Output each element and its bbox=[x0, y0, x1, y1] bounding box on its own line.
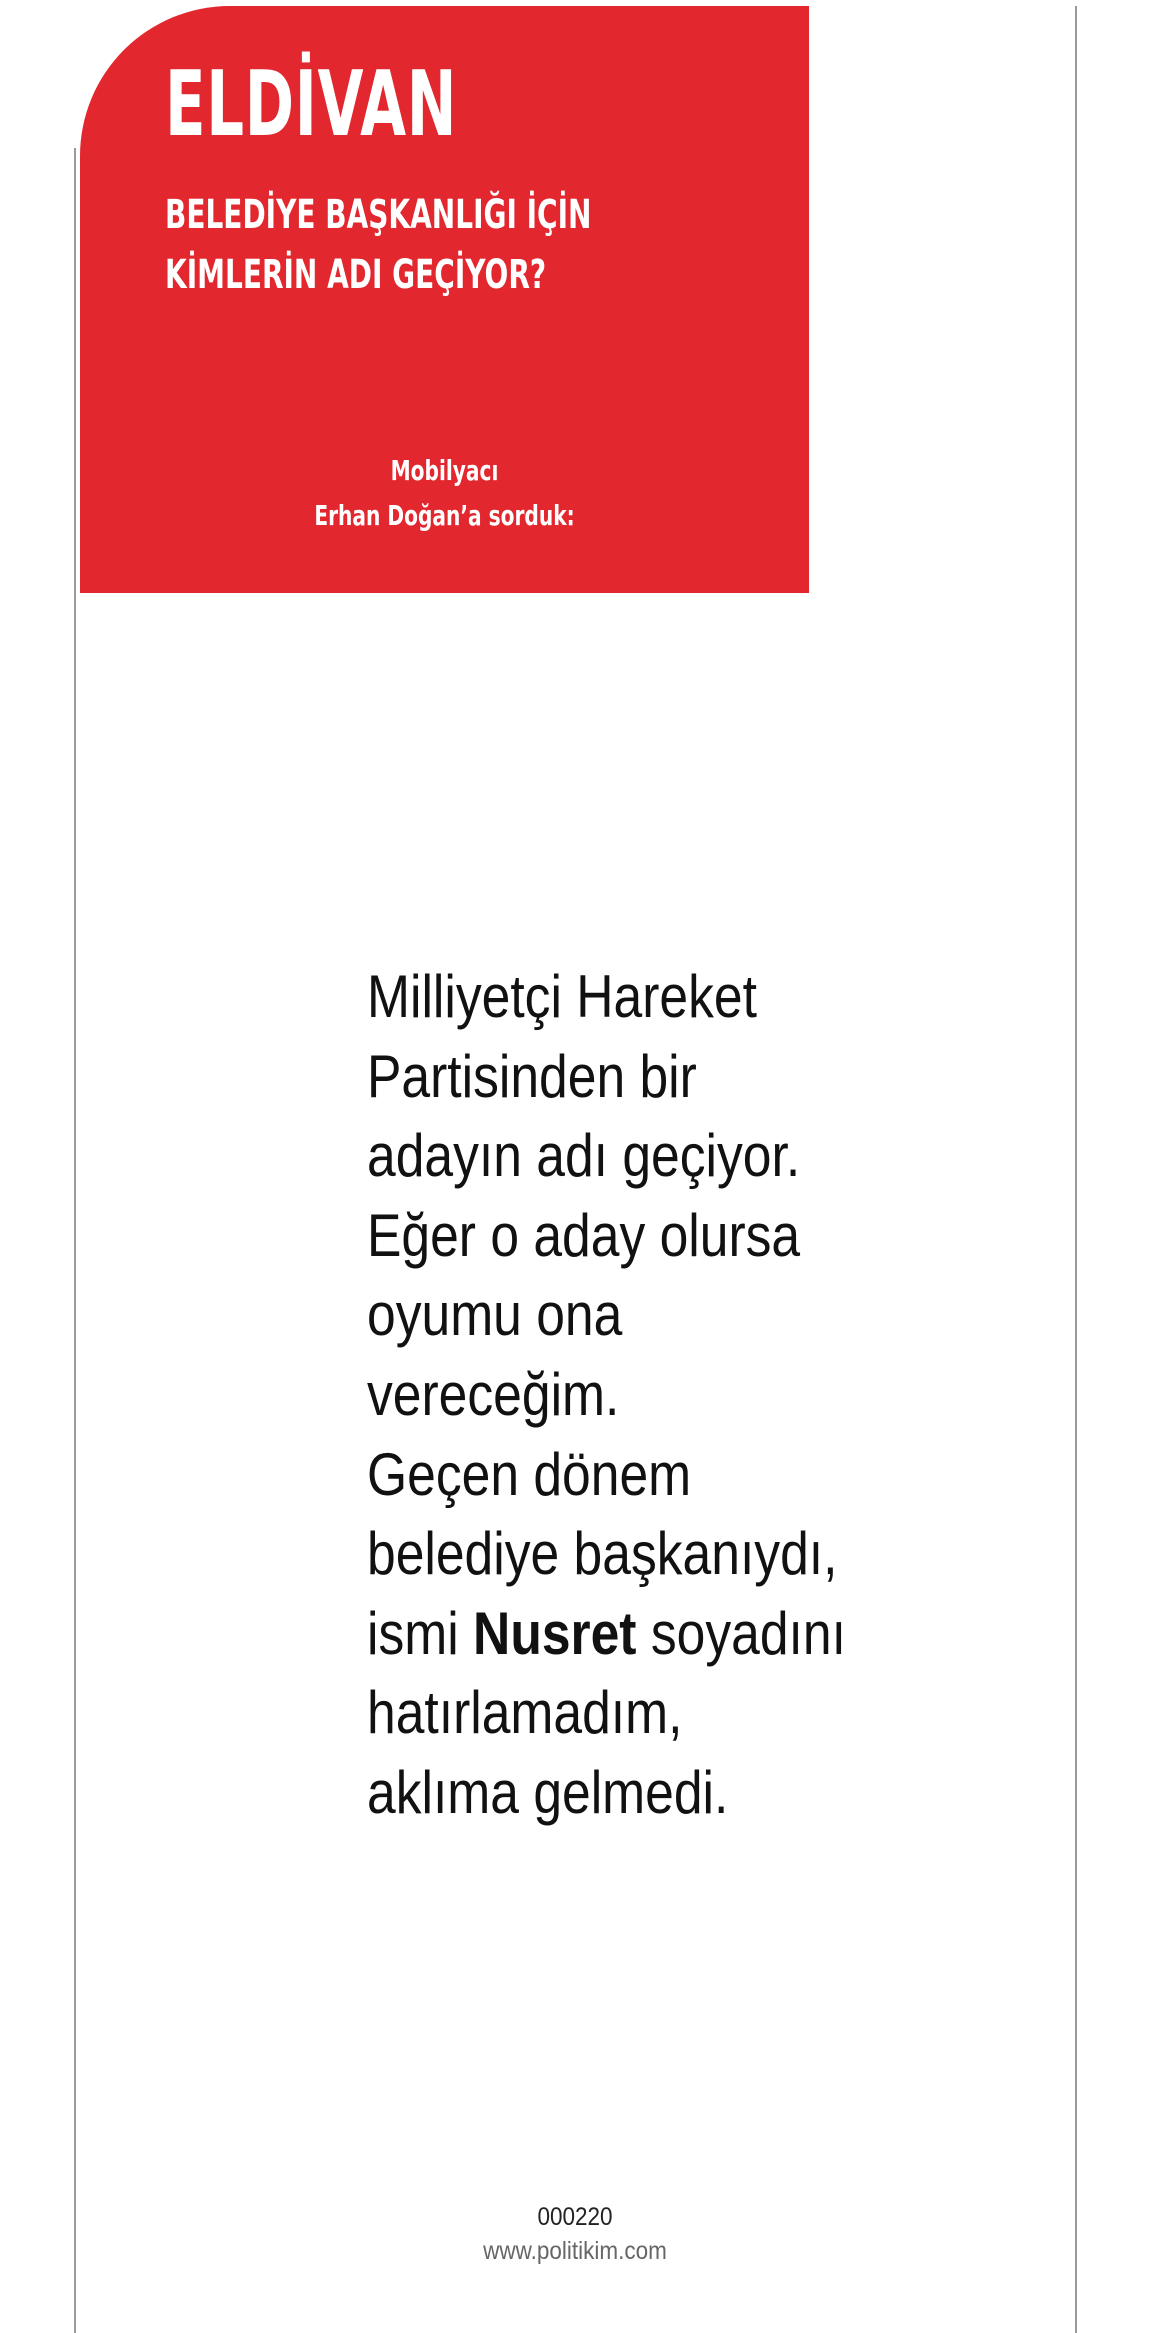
quote-line: Geçen dönem bbox=[367, 1440, 692, 1508]
interviewee-name: Erhan Doğan’a sorduk: bbox=[314, 499, 575, 532]
page-subtitle bbox=[165, 185, 591, 305]
left-margin-rule bbox=[74, 148, 76, 2333]
quote-line: Milliyetçi Hareket bbox=[367, 963, 757, 1030]
page-title: ELDİVAN bbox=[165, 52, 458, 157]
website-link: www.politikim.com bbox=[483, 2237, 667, 2265]
quote-text bbox=[367, 957, 924, 1833]
right-margin-rule bbox=[1075, 6, 1077, 2333]
quote-line: aklıma gelmedi. bbox=[367, 1758, 729, 1826]
subtitle-line: BELEDİYE BAŞKANLIĞI İÇİN bbox=[165, 192, 592, 238]
quote-line: vereceğim. bbox=[367, 1360, 620, 1428]
quote-name-bold: Nusret bbox=[473, 1599, 637, 1667]
quote-name-prefix: ismi bbox=[367, 1599, 474, 1667]
page-footer bbox=[80, 2200, 1070, 2268]
quote-line: belediye başkanıydı, bbox=[367, 1520, 838, 1588]
page-code: 000220 bbox=[537, 2203, 613, 2231]
subtitle-line: KİMLERİN ADI GEÇİYOR? bbox=[165, 252, 547, 298]
quote-line: Eğer o aday olursa bbox=[367, 1201, 801, 1269]
interviewee-occupation: Mobilyacı bbox=[390, 454, 499, 487]
quote-line: oyumu ona bbox=[367, 1281, 623, 1349]
quote-line: Partisinden bir bbox=[367, 1042, 697, 1110]
quote-line: hatırlamadım, bbox=[367, 1679, 683, 1747]
quote-line: adayın adı geçiyor. bbox=[367, 1122, 801, 1190]
quote-name-suffix: soyadını bbox=[636, 1599, 846, 1667]
quote-name-line bbox=[367, 1594, 846, 1674]
interviewee-caption bbox=[80, 448, 809, 538]
